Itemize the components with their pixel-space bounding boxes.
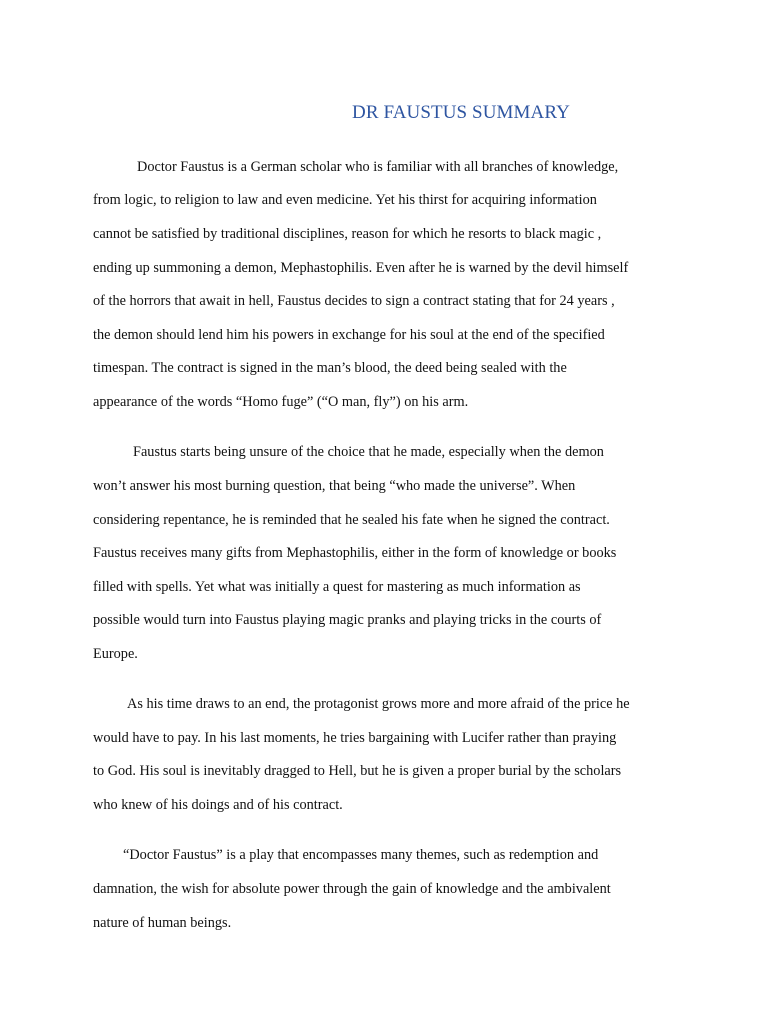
paragraph-line: damnation, the wish for absolute power through the gain of knowledge and the ambivalent [93,881,611,898]
paragraph-1 [93,142,665,428]
paragraph-line: the demon should lend him his powers in exchange for his soul at the end of the specified [93,326,605,343]
paragraph-line: appearance of the words “Homo fuge” (“O man, fly”) on his arm. [93,393,469,410]
paragraph-4 [93,831,665,949]
paragraph-line: from logic, to religion to law and even medicine. Yet his thirst for acquiring information [93,192,597,209]
paragraph-line: considering repentance, he is reminded that he sealed his fate when he signed the contract. [93,511,610,528]
paragraph-line: would have to pay. In his last moments, he tries bargaining with Lucifer rather than praying [93,729,617,746]
paragraph-line: cannot be satisfied by traditional disciplines, reason for which he resorts to black magic , [93,225,602,242]
paragraph-line: timespan. The contract is signed in the man’s blood, the deed being sealed with the [93,360,567,377]
paragraph-line: to God. His soul is inevitably dragged to Hell, but he is given a proper burial by the scholars [93,763,622,780]
paragraph-line: ending up summoning a demon, Mephastophilis. Even after he is warned by the devil himself [93,259,629,276]
paragraph-line: filled with spells. Yet what was initially a quest for mastering as much information as [93,578,581,595]
paragraph-line: As his time draws to an end, the protagonist grows more and more afraid of the price he [127,696,630,713]
paragraph-2 [93,428,665,680]
paragraph-line: who knew of his doings and of his contract. [93,797,343,814]
paragraph-line: of the horrors that await in hell, Faustus decides to sign a contract stating that for 24 years , [93,293,615,310]
paragraph-line: Faustus receives many gifts from Mephastophilis, either in the form of knowledge or books [93,545,617,562]
paragraph-3 [93,680,665,831]
document-body [93,142,665,948]
paragraph-line: won’t answer his most burning question, that being “who made the universe”. When [93,477,576,494]
paragraph-line: Doctor Faustus is a German scholar who is familiar with all branches of knowledge, [137,158,619,175]
paragraph-line: Europe. [93,645,138,662]
paragraph-line: Faustus starts being unsure of the choice that he made, especially when the demon [133,444,604,461]
paragraph-line: nature of human beings. [93,914,232,931]
document-title: DR FAUSTUS SUMMARY [352,102,570,123]
paragraph-line: “Doctor Faustus” is a play that encompasses many themes, such as redemption and [123,847,599,864]
paragraph-line: possible would turn into Faustus playing magic pranks and playing tricks in the courts of [93,612,602,629]
